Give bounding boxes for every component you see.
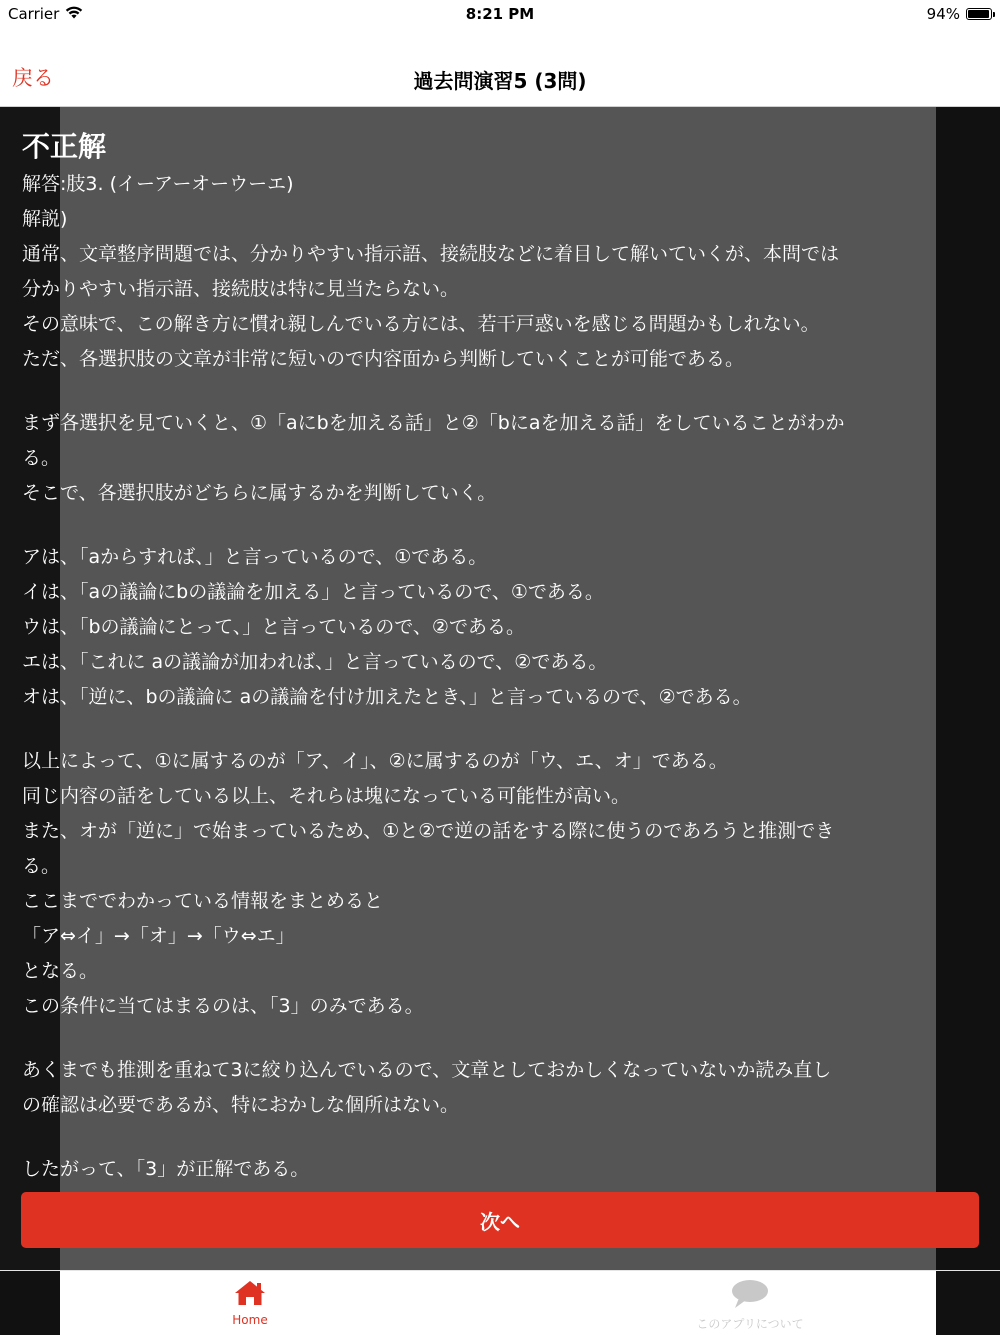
explanation-line: イは、「aの議論にbの議論を加える」と言っているので、①である。	[22, 581, 604, 603]
tab-home-label: Home	[232, 1313, 268, 1327]
explanation-lines	[22, 167, 982, 1187]
paragraph-gap	[22, 715, 982, 744]
tab-about[interactable]	[690, 1279, 810, 1332]
explanation-panel	[0, 107, 1000, 1270]
explanation-line: となる。	[22, 960, 99, 982]
tab-about-label: このアプリについて	[696, 1317, 804, 1331]
carrier-label: Carrier	[8, 5, 60, 23]
explanation-line: 分かりやすい指示語、接続肢は特に見当たらない。	[22, 278, 460, 300]
paragraph-gap	[22, 511, 982, 540]
explanation-line: る。	[22, 447, 61, 469]
explanation-line: 解答:肢3. (イーアーオーウーエ)	[22, 173, 294, 195]
explanation-line: そこで、各選択肢がどちらに属するかを判断していく。	[22, 482, 497, 504]
status-time: 8:21 PM	[465, 5, 535, 23]
speech-bubble-icon	[730, 1294, 770, 1313]
explanation-line: オは、「逆に、bの議論に aの議論を付け加えたとき、」と言っているので、②である。	[22, 686, 752, 708]
explanation-line: 同じ内容の話をしている以上、それらは塊になっている可能性が高い。	[22, 785, 631, 807]
tab-bar	[0, 1270, 1000, 1335]
explanation-line: の確認は必要であるが、特におかしな個所はない。	[22, 1094, 460, 1116]
explanation-line: ウは、「bの議論にとって、」と言っているので、②である。	[22, 616, 525, 638]
house-icon	[233, 1292, 267, 1311]
page-title: 過去問演習5 (3問)	[413, 69, 587, 93]
explanation-line: この条件に当てはまるのは、「3」のみである。	[22, 995, 424, 1017]
status-bar	[0, 0, 1000, 30]
next-button[interactable]: 次へ	[21, 1192, 979, 1248]
explanation-line: 「ア⇔イ」→「オ」→「ウ⇔エ」	[22, 925, 295, 947]
result-verdict: 不正解	[22, 130, 107, 163]
explanation-line: エは、「これに aの議論が加われば、」と言っているので、②である。	[22, 651, 608, 673]
explanation-line: ただ、各選択肢の文章が非常に短いので内容面から判断していくことが可能である。	[22, 348, 745, 370]
tab-bar-right-strip	[936, 1271, 1000, 1335]
explanation-line: 以上によって、①に属するのが「ア、イ」、②に属するのが「ウ、エ、オ」である。	[22, 750, 728, 772]
explanation-line: また、オが「逆に」で始まっているため、①と②で逆の話をする際に使うのであろうと推測でき	[22, 820, 835, 842]
navigation-bar	[0, 30, 1000, 107]
explanation-line: る。	[22, 855, 61, 877]
battery-group	[927, 5, 992, 23]
paragraph-gap	[22, 1123, 982, 1152]
explanation-line: アは、「aからすれば、」と言っているので、①である。	[22, 546, 488, 568]
explanation-line: ここまででわかっている情報をまとめると	[22, 890, 384, 912]
back-button[interactable]: 戻る	[12, 66, 54, 90]
explanation-line: 解説)	[22, 208, 68, 230]
explanation-line: したがって、「3」が正解である。	[22, 1158, 310, 1180]
explanation-line: その意味で、この解き方に慣れ親しんでいる方には、若干戸惑いを感じる問題かもしれない。	[22, 313, 820, 335]
paragraph-gap	[22, 377, 982, 406]
tab-bar-left-strip	[0, 1271, 60, 1335]
battery-icon	[966, 8, 992, 20]
explanation-line: まず各選択を見ていくと、①「aにbを加える話」と②「bにaを加える話」をしていることがわか	[22, 412, 845, 434]
explanation-line: あくまでも推測を重ねて3に絞り込んでいるので、文章としておかしくなっていないか読み直し	[22, 1059, 832, 1081]
battery-percent: 94%	[926, 5, 960, 23]
tab-home[interactable]	[190, 1279, 310, 1327]
paragraph-gap	[22, 1024, 982, 1053]
explanation-line: 通常、文章整序問題では、分かりやすい指示語、接続肢などに着目して解いていくが、本問では	[22, 243, 840, 265]
explanation-text	[22, 127, 982, 1187]
